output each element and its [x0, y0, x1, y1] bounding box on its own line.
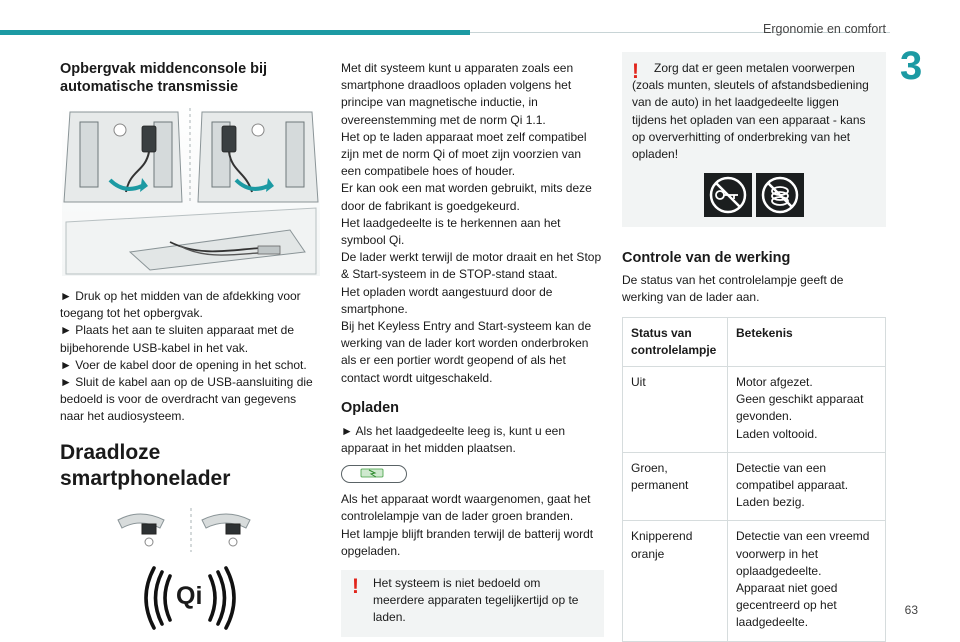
no-coins-icon [756, 173, 804, 217]
status-cell: Uit [623, 367, 728, 453]
charger-indicator-icon [341, 465, 407, 483]
storage-heading [60, 60, 322, 96]
meaning-line: Geen geschikt apparaat gevonden. [736, 392, 864, 424]
intro-paragraph-3: Er kan ook een mat worden gebruikt, mits deze door de fabrikant is goedgekeurd. [341, 181, 592, 213]
status-table [622, 317, 886, 642]
charging-paragraph-1: Als het apparaat wordt waargenomen, gaat het controlelampje van de lader groen branden. [341, 492, 591, 524]
table-row [623, 452, 886, 521]
intro-paragraph-7: Bij het Keyless Entry and Start-systeem kan de werking van de lader kort worden onderbroken als er een portier wordt geopend of als het contact wordt uitgeschakeld. [341, 319, 592, 385]
table-header-status: Status van controlelampje [623, 317, 728, 366]
table-row [623, 367, 886, 453]
intro-paragraph-1: Met dit systeem kunt u apparaten zoals een smartphone draadloos opladen volgens het principe van magnetische inductie, in overeenstemming met de norm Qi 1.1. [341, 61, 574, 127]
meaning-cell [728, 367, 886, 453]
multiple-devices-warning-text: Het systeem is niet bedoeld om meerdere apparaten tegelijkertijd op te laden. [373, 576, 579, 625]
meaning-cell [728, 452, 886, 521]
meaning-cell [728, 521, 886, 641]
console-storage-illustration [60, 102, 322, 278]
storage-heading-line1: Opbergvak middenconsole bij [60, 61, 268, 77]
column-1 [60, 60, 322, 630]
storage-heading-line2: automatische transmissie [60, 79, 239, 95]
prohibited-objects-icons [632, 173, 876, 217]
metal-objects-warning [622, 52, 886, 227]
meaning-line: Motor afgezet. [736, 375, 813, 390]
meaning-line: Laden bezig. [736, 495, 805, 510]
status-cell: Knipperend oranje [623, 521, 728, 641]
step-1: ► Druk op het midden van de afdekking voor toegang tot het opbergvak. [60, 289, 301, 321]
warning-icon: ! [352, 575, 359, 599]
chapter-title: Ergonomie en comfort [763, 22, 886, 36]
charging-paragraph-2: Het lampje blijft branden terwijl de batterij wordt opgeladen. [341, 526, 594, 558]
intro-paragraph-5: De lader werkt terwijl de motor draait en het Stop & Start-systeem in de STOP-stand staat. [341, 250, 602, 282]
chapter-number: 3 [900, 44, 923, 88]
check-intro: De status van het controlelampje geeft de werking van de lader aan. [622, 273, 844, 305]
table-row [623, 521, 886, 641]
intro-paragraph-4: Het laadgedeelte is te herkennen aan het symbool Qi. [341, 215, 561, 248]
step-4: ► Sluit de kabel aan op de USB-aansluiting die bedoeld is voor de overdracht van gegevens naar het audiosysteem. [60, 375, 313, 424]
check-heading: Controle van de werking [622, 250, 791, 267]
table-header-meaning: Betekenis [728, 317, 886, 366]
charging-step: ► Als het laadgedeelte leeg is, kunt u een apparaat in het midden plaatsen. [341, 423, 566, 456]
qi-label: Qi [176, 581, 203, 610]
page-number: 63 [904, 603, 918, 617]
metal-objects-warning-text: Zorg dat er geen metalen voorwerpen (zoals munten, sleutels of afstandsbediening van de auto) in het laadgedeelte liggen tijdens het opladen van een apparaat - kans op oververhitting of onderbreking van het opladen! [632, 61, 869, 162]
meaning-line: Apparaat niet goed gecentreerd op het laadgedeelte. [736, 581, 838, 630]
intro-paragraph-6: Het opladen wordt aangestuurd door de smartphone. [341, 284, 553, 316]
meaning-line: Detectie van een vreemd voorwerp in het oplaadgedeelte. [736, 529, 870, 578]
table-header-row [623, 317, 886, 366]
warning-icon: ! [632, 60, 639, 83]
step-3: ► Voer de kabel door de opening in het schot. [60, 357, 307, 372]
meaning-line: Detectie van een compatibel apparaat. [736, 460, 849, 493]
column-2 [341, 60, 604, 637]
wireless-charger-title: Draadloze smartphonelader [60, 440, 231, 490]
no-keys-icon [704, 173, 752, 217]
header-accent-bar [0, 30, 470, 35]
storage-steps [60, 288, 322, 426]
status-cell: Groen, permanent [623, 452, 728, 521]
intro-paragraph-2: Het op te laden apparaat moet zelf compatibel zijn met de norm Qi of moet zijn voorzien van een compatibele hoes of houder. [341, 129, 587, 179]
step-2: ► Plaats het aan te sluiten apparaat met de bijbehorende USB-kabel in het vak. [60, 323, 295, 355]
charging-heading: Opladen [341, 399, 400, 416]
steering-wheel-illustration [60, 506, 322, 554]
column-3 [622, 52, 886, 642]
meaning-line: Laden voltooid. [736, 426, 818, 441]
multiple-devices-warning [341, 570, 604, 637]
qi-symbol-icon [140, 566, 240, 630]
